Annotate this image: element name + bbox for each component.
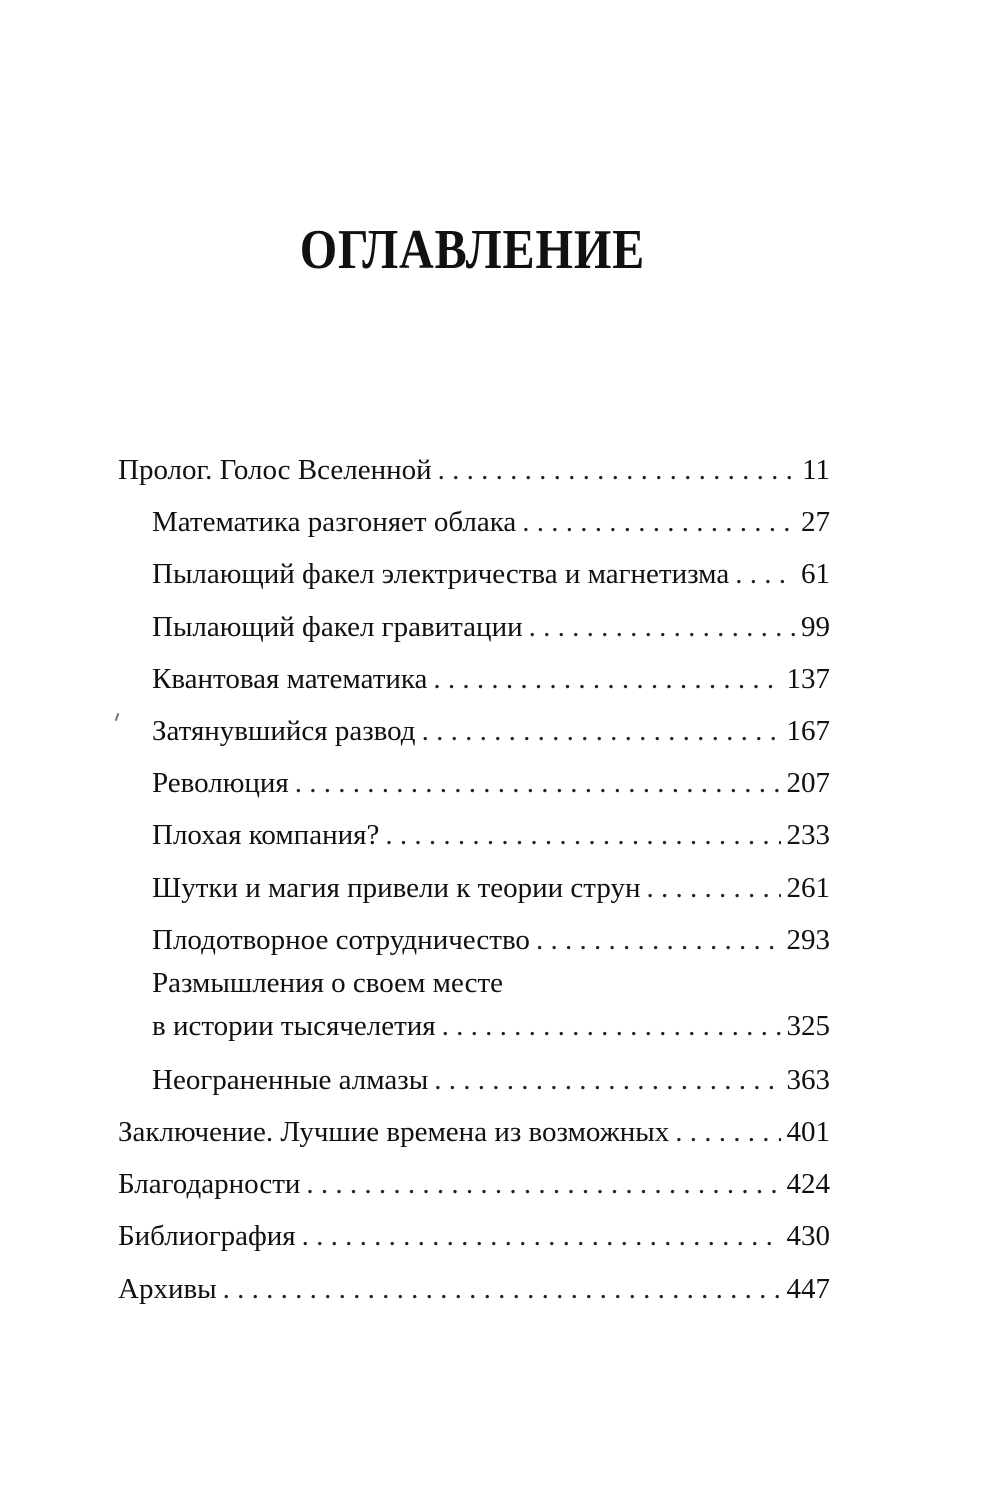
dot-leader — [434, 1054, 780, 1106]
toc-entry[interactable] — [118, 914, 830, 966]
toc-entry-page: 293 — [786, 923, 830, 956]
toc-entry-title: Пылающий факел гравитации — [152, 610, 523, 643]
toc-entry-title: Революция — [152, 767, 289, 800]
toc-entry[interactable] — [118, 757, 830, 809]
toc-entry-page: 363 — [786, 1063, 830, 1096]
toc-entry-title-line1: Размышления о своем месте — [152, 966, 503, 999]
toc-entry-page: 401 — [786, 1116, 830, 1149]
toc-entry[interactable] — [118, 548, 830, 600]
dot-leader — [735, 548, 795, 600]
toc-entry-page: 207 — [786, 767, 830, 800]
dot-leader — [385, 809, 780, 861]
toc-entry[interactable] — [118, 1054, 830, 1106]
toc-entry-page: 325 — [786, 1009, 830, 1042]
toc-entry-title: Архивы — [118, 1272, 217, 1305]
toc-entry-page: 61 — [801, 558, 830, 591]
dot-leader — [442, 1000, 781, 1052]
dot-leader — [646, 862, 780, 914]
toc-entry-page: 447 — [786, 1272, 830, 1305]
dot-leader — [522, 496, 795, 548]
toc-entry-title: Математика разгоняет облака — [152, 506, 517, 539]
toc-entry-page: 261 — [786, 871, 830, 904]
dot-leader — [675, 1106, 780, 1158]
toc-entry[interactable] — [118, 653, 830, 705]
dot-leader — [433, 653, 780, 705]
toc-entry-page: 430 — [786, 1220, 830, 1253]
toc-entry-title: Плодотворное сотрудничество — [152, 923, 530, 956]
dot-leader — [536, 914, 781, 966]
toc-entry[interactable] — [118, 444, 830, 496]
dot-leader — [223, 1263, 781, 1315]
toc-entry[interactable] — [118, 1263, 830, 1315]
toc-entry-title: Шутки и магия привели к теории струн — [152, 871, 641, 904]
toc-entry[interactable] — [118, 1210, 830, 1262]
page-title: ОГЛАВЛЕНИЕ — [299, 219, 646, 281]
toc-entry-title: Квантовая математика — [152, 662, 428, 695]
toc-entry-title: Плохая компания? — [152, 819, 380, 852]
toc-entry-title: Библиография — [118, 1220, 296, 1253]
toc-entry-page: 167 — [786, 714, 830, 747]
toc-entry[interactable] — [118, 496, 830, 548]
toc-entry[interactable] — [118, 601, 830, 653]
toc-entry-title-line2: в истории тысячелетия — [152, 1009, 436, 1042]
toc-entry-page: 99 — [801, 610, 830, 643]
dot-leader — [438, 444, 796, 496]
toc-entry[interactable] — [118, 809, 830, 861]
toc-entry-title: Пролог. Голос Вселенной — [118, 454, 432, 486]
toc-entry-page: 137 — [786, 662, 830, 695]
toc-entry-page: 27 — [801, 506, 830, 539]
toc-entry[interactable] — [118, 1106, 830, 1158]
toc-entry[interactable] — [118, 966, 830, 1054]
dot-leader — [422, 705, 781, 757]
toc-entry-title: Благодарности — [118, 1168, 301, 1201]
dot-leader — [306, 1158, 780, 1210]
dot-leader — [295, 757, 781, 809]
toc-entry-title: Неограненные алмазы — [152, 1063, 429, 1096]
toc-entry[interactable] — [118, 1158, 830, 1210]
dot-leader — [302, 1210, 781, 1262]
dot-leader — [529, 601, 795, 653]
toc-entry-title: Заключение. Лучшие времена из возможных — [118, 1116, 670, 1149]
toc-entry[interactable] — [118, 862, 830, 914]
toc-entry-page: 233 — [786, 819, 830, 852]
toc-entry[interactable] — [118, 705, 830, 757]
toc-entry-title: Пылающий факел электричества и магнетизма — [152, 558, 730, 591]
toc-entry-page: 11 — [802, 454, 830, 486]
toc-entry-page: 424 — [786, 1168, 830, 1201]
table-of-contents — [118, 444, 830, 1315]
toc-entry-title: Затянувшийся развод — [152, 714, 416, 747]
